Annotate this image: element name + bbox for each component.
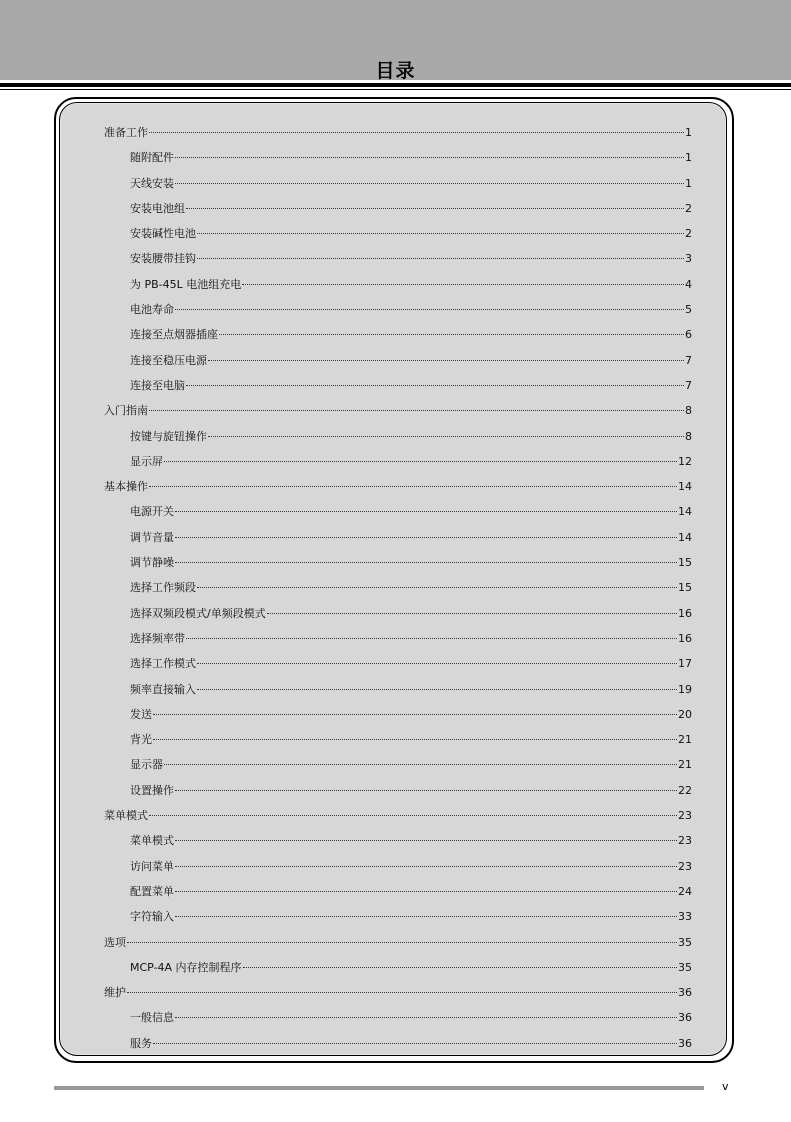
toc-entry-page: 1 [685,176,692,190]
toc-dot-leader [127,942,677,943]
toc-entry-page: 24 [678,884,692,898]
toc-subsection-entry[interactable] [104,957,692,982]
toc-entry-page: 5 [685,303,692,317]
toc-dot-leader [153,714,677,715]
toc-entry-page: 35 [678,960,692,974]
toc-dot-leader [197,233,684,234]
toc-entry-title: 电池寿命 [130,303,174,317]
toc-dot-leader [243,967,677,968]
toc-subsection-entry[interactable] [104,856,692,881]
toc-section-entry[interactable] [104,982,692,1007]
toc-entry-page: 17 [678,657,692,671]
toc-entry-title: 连接至稳压电源 [130,353,207,367]
toc-entry-title: 基本操作 [104,480,148,494]
toc-entry-title: 按键与旋钮操作 [130,429,207,443]
toc-entry-title: 安装腰带挂钩 [130,252,196,266]
toc-entry-title: 频率直接输入 [130,682,196,696]
toc-entry-page: 14 [678,505,692,519]
toc-entry-page: 8 [685,404,692,418]
toc-entry-page: 21 [678,758,692,772]
toc-dot-leader [175,511,677,512]
toc-dot-leader [175,157,684,158]
toc-dot-leader [175,1017,677,1018]
toc-subsection-entry[interactable] [104,603,692,628]
toc-entry-title: 选项 [104,935,126,949]
toc-entry-title: 发送 [130,707,152,721]
toc-section-entry[interactable] [104,122,692,147]
toc-entry-title: 访问菜单 [130,859,174,873]
toc-dot-leader [175,183,684,184]
toc-subsection-entry[interactable] [104,375,692,400]
toc-entry-title: 连接至点烟器插座 [130,328,218,342]
table-of-contents [104,122,692,1058]
toc-entry-title: 选择工作频段 [130,581,196,595]
toc-entry-page: 19 [678,682,692,696]
toc-entry-page: 16 [678,606,692,620]
toc-dot-leader [149,486,677,487]
toc-entry-page: 23 [678,834,692,848]
toc-entry-title: MCP-4A 内存控制程序 [130,960,242,974]
toc-entry-page: 14 [678,530,692,544]
toc-dot-leader [197,258,684,259]
toc-dot-leader [175,537,677,538]
toc-dot-leader [208,360,684,361]
toc-dot-leader [164,764,677,765]
toc-entry-page: 33 [678,910,692,924]
toc-entry-page: 1 [685,151,692,165]
toc-entry-page: 35 [678,935,692,949]
toc-subsection-entry[interactable] [104,274,692,299]
toc-entry-page: 16 [678,631,692,645]
toc-subsection-entry[interactable] [104,198,692,223]
toc-subsection-entry[interactable] [104,147,692,172]
toc-entry-title: 菜单模式 [104,809,148,823]
toc-subsection-entry[interactable] [104,754,692,779]
toc-subsection-entry[interactable] [104,451,692,476]
toc-dot-leader [186,385,684,386]
toc-entry-title: 设置操作 [130,783,174,797]
toc-entry-title: 调节音量 [130,530,174,544]
toc-entry-title: 配置菜单 [130,884,174,898]
header-rule-thick [0,83,791,87]
toc-entry-page: 20 [678,707,692,721]
toc-entry-page: 21 [678,733,692,747]
toc-dot-leader [219,334,684,335]
toc-entry-page: 36 [678,1036,692,1050]
page-title: 目录 [375,60,416,82]
toc-entry-page: 8 [685,429,692,443]
toc-subsection-entry[interactable] [104,628,692,653]
toc-dot-leader [208,436,684,437]
toc-subsection-entry[interactable] [104,501,692,526]
toc-subsection-entry[interactable] [104,527,692,552]
toc-subsection-entry[interactable] [104,906,692,931]
toc-entry-page: 12 [678,454,692,468]
toc-subsection-entry[interactable] [104,881,692,906]
toc-dot-leader [149,815,677,816]
toc-entry-page: 2 [685,201,692,215]
toc-dot-leader [149,410,684,411]
toc-subsection-entry[interactable] [104,1007,692,1032]
toc-subsection-entry[interactable] [104,248,692,273]
footer-page-number: v [722,1080,729,1093]
toc-entry-page: 23 [678,859,692,873]
toc-subsection-entry[interactable] [104,780,692,805]
toc-dot-leader [242,284,684,285]
toc-dot-leader [175,562,677,563]
toc-dot-leader [197,689,677,690]
toc-subsection-entry[interactable] [104,299,692,324]
toc-entry-page: 15 [678,556,692,570]
toc-entry-title: 服务 [130,1036,152,1050]
toc-entry-title: 背光 [130,733,152,747]
toc-entry-title: 入门指南 [104,404,148,418]
toc-entry-page: 2 [685,227,692,241]
toc-dot-leader [149,132,684,133]
toc-entry-page: 6 [685,328,692,342]
toc-entry-title: 安装碱性电池 [130,227,196,241]
toc-entry-title: 连接至电脑 [130,378,185,392]
toc-entry-title: 为 PB-45L 电池组充电 [130,277,242,291]
toc-subsection-entry[interactable] [104,324,692,349]
toc-entry-title: 一般信息 [130,1011,174,1025]
toc-subsection-entry[interactable] [104,173,692,198]
toc-subsection-entry[interactable] [104,223,692,248]
toc-dot-leader [164,461,677,462]
footer-bar [54,1086,704,1090]
toc-dot-leader [186,638,677,639]
toc-subsection-entry[interactable] [104,350,692,375]
toc-entry-page: 4 [685,277,692,291]
toc-entry-title: 显示器 [130,758,163,772]
toc-subsection-entry[interactable] [104,679,692,704]
toc-entry-title: 字符输入 [130,910,174,924]
toc-dot-leader [267,613,677,614]
toc-entry-page: 15 [678,581,692,595]
toc-subsection-entry[interactable] [104,577,692,602]
toc-entry-title: 准备工作 [104,126,148,139]
toc-entry-page: 14 [678,480,692,494]
toc-subsection-entry[interactable] [104,1033,692,1058]
toc-subsection-entry[interactable] [104,729,692,754]
toc-section-entry[interactable] [104,932,692,957]
toc-entry-page: 1 [685,126,692,139]
toc-entry-title: 选择双频段模式/单频段模式 [130,606,266,620]
toc-dot-leader [175,916,677,917]
toc-dot-leader [186,208,684,209]
toc-entry-title: 显示屏 [130,454,163,468]
toc-entry-page: 3 [685,252,692,266]
toc-subsection-entry[interactable] [104,653,692,678]
toc-entry-page: 22 [678,783,692,797]
toc-entry-title: 电源开关 [130,505,174,519]
toc-dot-leader [127,992,677,993]
toc-dot-leader [197,663,677,664]
toc-section-entry[interactable] [104,805,692,830]
toc-subsection-entry[interactable] [104,704,692,729]
toc-subsection-entry[interactable] [104,830,692,855]
toc-entry-title: 天线安装 [130,176,174,190]
toc-entry-page: 7 [685,378,692,392]
toc-entry-page: 7 [685,353,692,367]
toc-dot-leader [175,866,677,867]
toc-dot-leader [175,790,677,791]
toc-entry-title: 菜单模式 [130,834,174,848]
toc-dot-leader [175,840,677,841]
toc-section-entry[interactable] [104,476,692,501]
toc-dot-leader [153,739,677,740]
toc-entry-title: 随附配件 [130,151,174,165]
toc-entry-title: 调节静噪 [130,556,174,570]
toc-entry-page: 36 [678,986,692,1000]
toc-entry-page: 23 [678,809,692,823]
toc-dot-leader [175,309,684,310]
toc-subsection-entry[interactable] [104,426,692,451]
toc-section-entry[interactable] [104,400,692,425]
toc-dot-leader [153,1043,677,1044]
toc-entry-title: 安装电池组 [130,201,185,215]
toc-entry-title: 维护 [104,986,126,1000]
toc-entry-title: 选择频率带 [130,631,185,645]
toc-subsection-entry[interactable] [104,552,692,577]
toc-entry-title: 选择工作模式 [130,657,196,671]
toc-dot-leader [175,891,677,892]
header-rule-thin [0,89,791,90]
toc-entry-page: 36 [678,1011,692,1025]
toc-dot-leader [197,587,677,588]
